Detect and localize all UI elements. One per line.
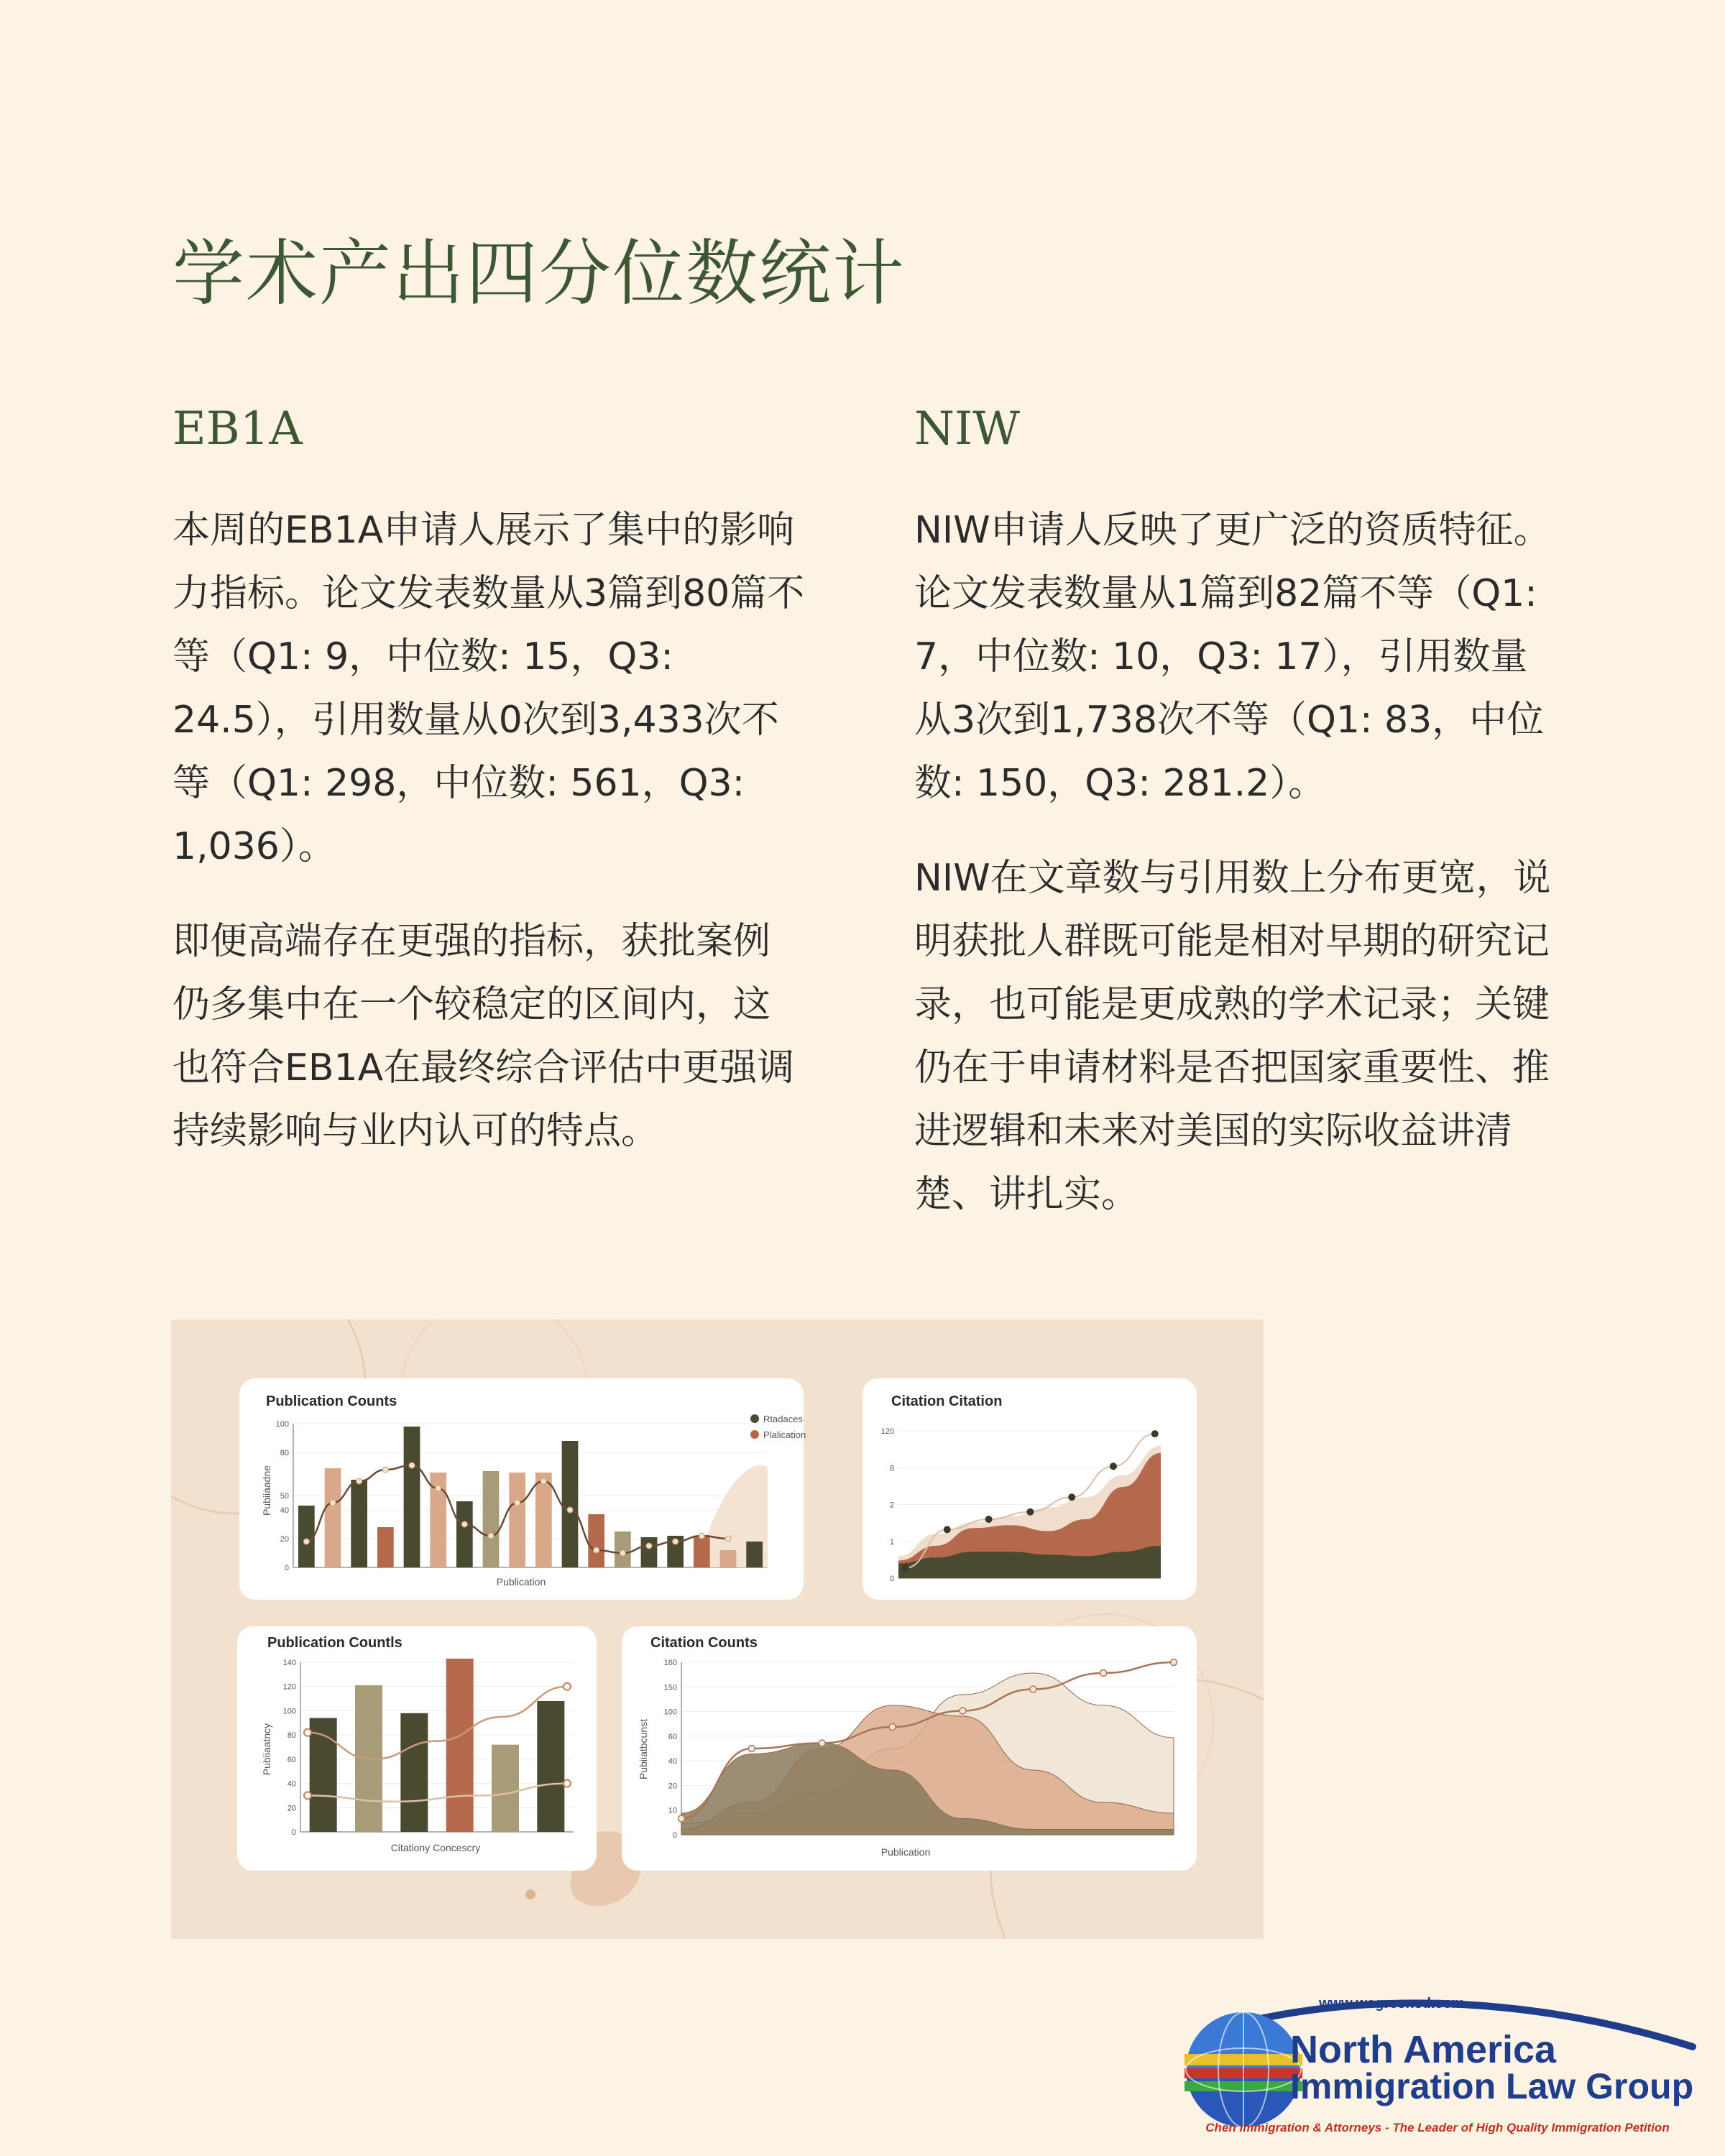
bar (446, 1659, 474, 1832)
y-tick-label: 100 (275, 1420, 289, 1429)
globe-icon (1184, 2012, 1302, 2127)
line-point (985, 1516, 993, 1523)
line-point (540, 1478, 546, 1484)
citation-citation-panel (862, 1378, 1197, 1600)
niw-paragraph-1: NIW申请人反映了更广泛的资质特征。论文发表数量从1篇到82篇不等（Q1: 7，中位数: 10，Q3: 17），引用数量从3次到1,738次不等（Q1: 83，中位数: 150，Q3: 281.2）。 (914, 509, 1551, 805)
bar (483, 1471, 500, 1567)
y-tick-label: 140 (282, 1659, 296, 1667)
y-tick-label: 10 (668, 1806, 677, 1815)
line-point (1068, 1493, 1075, 1501)
publication-countls-panel (237, 1626, 597, 1871)
line-point (620, 1550, 625, 1556)
y-tick-label: 20 (668, 1782, 677, 1791)
charts-illustration (171, 1319, 1264, 1939)
y-tick-label: 0 (284, 1564, 289, 1572)
bar (492, 1745, 519, 1832)
line-point (725, 1536, 731, 1542)
page-title: 学术产出四分位数统计 (172, 231, 906, 315)
bar (377, 1527, 394, 1567)
line-point (1100, 1670, 1107, 1677)
y-tick-label: 20 (280, 1535, 289, 1544)
line-point (944, 1526, 951, 1533)
citation-counts-panel (622, 1626, 1197, 1871)
logo-line-1: North America (1290, 2028, 1557, 2071)
y-tick-label: 150 (663, 1683, 677, 1692)
eb1a-paragraph-1: 本周的EB1A申请人展示了集中的影响力指标。论文发表数量从3篇到80篇不等（Q1: 9，中位数: 15，Q3: 24.5），引用数量从0次到3,433次不等（Q1: 298，中位数: 561，Q3: 1,036）。 (172, 509, 805, 868)
law-group-logo (1164, 1991, 1711, 2149)
eb1a-heading: EB1A (172, 402, 303, 456)
y-tick-label: 20 (287, 1804, 296, 1813)
line-point (646, 1543, 652, 1549)
y-tick-label: 40 (280, 1506, 289, 1515)
legend-swatch-dark (750, 1414, 759, 1423)
eb1a-paragraph-2: 即便高端存在更强的指标，获批案例仍多集中在一个较稳定的区间内，这也符合EB1A在最终综合评估中更强调持续影响与业内认可的特点。 (172, 920, 795, 1153)
y-axis-label: Pubiiaadne (261, 1465, 272, 1516)
line-point (382, 1467, 388, 1473)
y-axis-label: Pubiiaatncy (261, 1723, 272, 1776)
line-point (304, 1792, 311, 1799)
line-point (409, 1462, 415, 1468)
bar (351, 1480, 367, 1567)
y-tick-label: 40 (668, 1757, 677, 1766)
line-point (1026, 1508, 1034, 1516)
line-point (960, 1708, 966, 1714)
bar (325, 1468, 341, 1567)
y-tick-label: 2 (889, 1501, 894, 1510)
panel-title: Citation Citation (891, 1393, 1003, 1409)
line-point (304, 1729, 311, 1736)
decor-dot (525, 1889, 535, 1899)
bar (298, 1506, 315, 1567)
y-tick-label: 120 (880, 1427, 894, 1436)
logo-url: www.wegreened.com (1319, 1996, 1465, 2012)
x-axis-label: Citationy Concescry (390, 1842, 481, 1853)
y-tick-label: 80 (280, 1449, 289, 1457)
line-point (564, 1780, 571, 1787)
line-point (889, 1724, 896, 1731)
publication-counts-panel (239, 1378, 806, 1600)
y-tick-label: 80 (287, 1731, 296, 1741)
legend-label: Plalication (763, 1429, 806, 1440)
y-tick-label: 160 (663, 1659, 677, 1667)
bar (720, 1550, 737, 1567)
y-tick-label: 60 (668, 1732, 677, 1741)
line-point (1151, 1430, 1159, 1437)
y-tick-label: 60 (287, 1755, 296, 1764)
legend-swatch-terracotta (750, 1430, 759, 1439)
line-point (303, 1539, 309, 1544)
x-axis-label: Publication (496, 1576, 546, 1588)
line-point (1110, 1462, 1117, 1470)
line-point (515, 1500, 520, 1506)
line-point (564, 1683, 571, 1690)
y-tick-label: 100 (282, 1707, 296, 1716)
bar (746, 1542, 763, 1567)
bar (588, 1514, 604, 1567)
bar (562, 1441, 579, 1567)
line-point (488, 1533, 494, 1539)
eb1a-section (172, 402, 805, 1194)
bar (456, 1501, 473, 1567)
bar (641, 1537, 658, 1567)
logo-tagline: Chen Immigration & Attorneys - The Leader of High Quality Immigration Petition (1205, 2121, 1670, 2134)
y-tick-label: 40 (287, 1779, 296, 1789)
line-point (1030, 1686, 1036, 1692)
line-point (330, 1500, 336, 1506)
line-point (678, 1815, 685, 1822)
x-axis-label: Publication (880, 1846, 931, 1858)
line-point (902, 1565, 909, 1572)
y-tick-label: 8 (889, 1464, 894, 1473)
panel-title: Citation Counts (650, 1635, 758, 1651)
line-point (819, 1740, 825, 1746)
charts-canvas (171, 1319, 1264, 1939)
niw-section (914, 402, 1561, 1258)
line-point (673, 1539, 678, 1544)
y-tick-label: 120 (282, 1682, 296, 1692)
y-tick-label: 50 (280, 1492, 289, 1501)
bar (535, 1473, 552, 1567)
y-tick-label: 0 (291, 1828, 296, 1837)
legend-label: Rtadaces (763, 1414, 803, 1424)
line-point (1171, 1659, 1177, 1666)
bar (537, 1701, 564, 1832)
line-point (594, 1547, 599, 1553)
y-axis-label: Pubiiatbcunst (638, 1718, 649, 1780)
line-point (461, 1521, 467, 1527)
y-tick-label: 0 (889, 1575, 894, 1583)
logo-line-2: Immigration Law Group (1290, 2066, 1694, 2106)
line-point (356, 1478, 362, 1484)
line-point (567, 1507, 573, 1513)
bar (509, 1473, 525, 1567)
bar (404, 1427, 420, 1567)
y-tick-label: 0 (672, 1831, 677, 1840)
y-tick-label: 1 (889, 1537, 894, 1547)
bar (615, 1531, 631, 1567)
line-point (699, 1533, 704, 1539)
bar (400, 1713, 428, 1832)
line-point (436, 1485, 441, 1491)
line-point (748, 1746, 755, 1752)
y-tick-label: 100 (663, 1708, 677, 1717)
bar (694, 1536, 710, 1567)
panel-title: Publication Countls (267, 1635, 402, 1651)
panel-title: Publication Counts (266, 1393, 397, 1409)
niw-paragraph-2: NIW在文章数与引用数上分布更宽，说明获批人群既可能是相对早期的研究记录，也可能是更成熟的学术记录；关键仍在于申请材料是否把国家重要性、推进逻辑和未来对美国的实际收益讲清楚、讲扎实。 (914, 857, 1551, 1216)
niw-heading: NIW (914, 402, 1021, 456)
